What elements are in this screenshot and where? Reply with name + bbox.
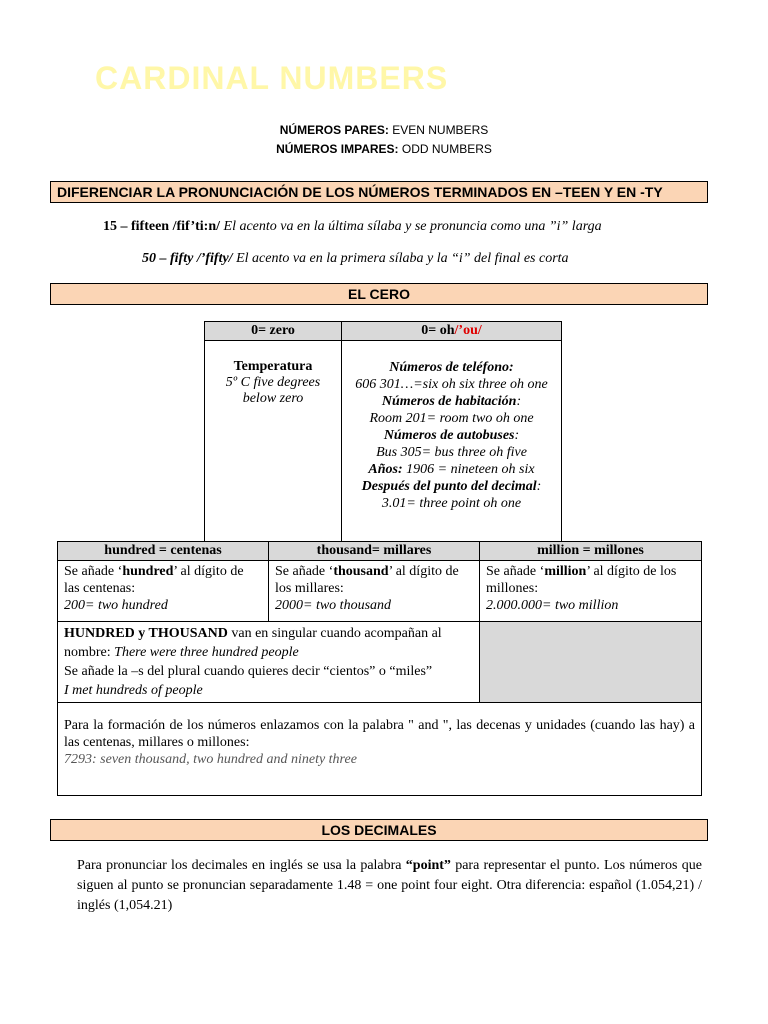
- even-numbers-line: [0, 123, 768, 137]
- temperature-cell: Temperatura 5º C five degrees below zero: [205, 341, 342, 542]
- odd-label: NÚMEROS IMPARES:: [276, 142, 399, 156]
- thousand-header: thousand= millares: [269, 542, 480, 561]
- even-value: EVEN NUMBERS: [392, 123, 489, 137]
- banner-teen-ty: DIFERENCIAR LA PRONUNCIACIÓN DE LOS NÚMEROS TERMINADOS EN –TEEN Y EN -TY: [50, 181, 708, 203]
- formation-cell: Para la formación de los números enlazamos con la palabra " and ", las decenas y unidades (cuando las hay) a las centenas, millares o millones: 7293: seven thousand, two hundred and ninety three: [58, 703, 702, 796]
- fifteen-rest: El acento va en la última sílaba y se pronuncia como una ”i” larga: [223, 219, 602, 234]
- million-header: million = millones: [480, 542, 702, 561]
- banner-el-cero: EL CERO: [50, 283, 708, 305]
- odd-value: ODD NUMBERS: [401, 142, 492, 156]
- fifteen-bold: 15 – fifteen /fif’ti:n/: [103, 219, 221, 234]
- hundred-header: hundred = centenas: [58, 542, 269, 561]
- fifty-bold: 50 – fifty /’fifty/: [142, 251, 233, 266]
- odd-numbers-line: [0, 142, 768, 156]
- thousand-cell: Se añade ‘thousand’ al dígito de los millares: 2000= two thousand: [269, 561, 480, 622]
- million-cell: Se añade ‘million’ al dígito de los millones: 2.000.000= two million: [480, 561, 702, 622]
- zero-header: 0= zero: [205, 322, 342, 341]
- oh-header: 0= oh/’ou/: [342, 322, 562, 341]
- hundred-thousand-million-table: [57, 541, 702, 796]
- even-label: NÚMEROS PARES:: [279, 123, 389, 137]
- banner-los-decimales: LOS DECIMALES: [50, 819, 708, 841]
- phone-cell: Números de teléfono: 606 301…=six oh six three oh one Números de habitación: Room 201= room two oh one Números de autobuses: Bus 305= bus three oh five Años: 1906 = nineteen oh six Después del punto del decimal: 3.01= three point oh one: [342, 341, 562, 542]
- fifty-line: [142, 251, 569, 267]
- decimales-paragraph: Para pronunciar los decimales en inglés se usa la palabra “point” para representar el punto. Los números que siguen al punto se pronuncian separadamente 1.48 = one point four eight. Otra diferencia: español (1.054,21) / inglés (1,054.21): [77, 858, 702, 913]
- singular-plural-cell: HUNDRED y THOUSAND van en singular cuando acompañan al nombre: There were three hundred people Se añade la –s del plural cuando quieres decir “cientos” o “miles” I met hundreds of people: [58, 622, 480, 703]
- empty-grey-cell: [480, 622, 702, 703]
- fifteen-line: [103, 219, 602, 235]
- hundred-cell: Se añade ‘hundred’ al dígito de las centenas: 200= two hundred: [58, 561, 269, 622]
- page-title: CARDINAL NUMBERS: [95, 60, 449, 96]
- zero-table: [204, 321, 562, 542]
- fifty-rest: El acento va en la primera sílaba y la “i” del final es corta: [236, 251, 569, 266]
